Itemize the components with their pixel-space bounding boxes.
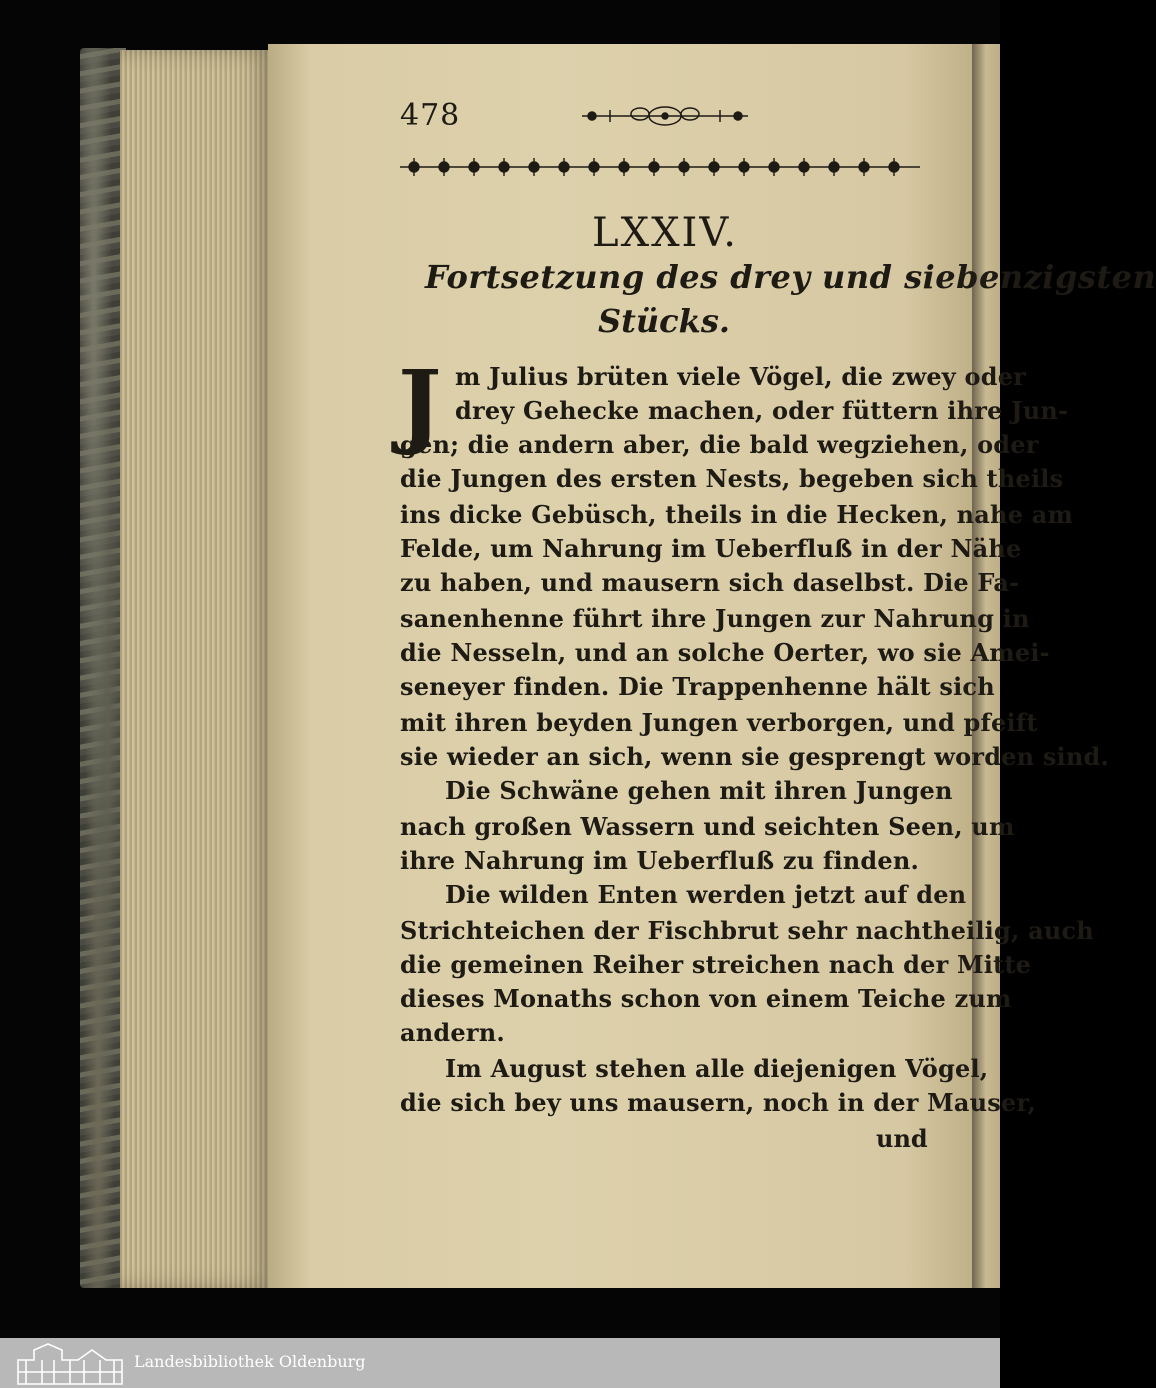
text-line: Die wilden Enten werden jetzt auf den: [445, 880, 967, 909]
text-line: m Julius brüten viele Vögel, die zwey oder: [455, 362, 1027, 391]
text-line: sie wieder an sich, wenn sie gesprengt worden sind.: [400, 742, 1110, 771]
text-line: nach großen Wassern und seichten Seen, um: [400, 812, 1015, 841]
chapter-title-line-2: Stücks.: [598, 302, 730, 340]
rule-ornament-icon: [400, 155, 920, 179]
head-ornament-icon: [580, 102, 750, 130]
text-line: dieses Monaths schon von einem Teiche zum: [400, 984, 1012, 1013]
text-line: drey Gehecke machen, oder füttern ihre Jun-: [455, 396, 1069, 425]
text-line: ihre Nahrung im Ueberfluß zu finden.: [400, 846, 920, 875]
text-line: Im August stehen alle diejenigen Vögel,: [445, 1054, 989, 1083]
text-line: die sich bey uns mausern, noch in der Mauser,: [400, 1088, 1037, 1117]
text-line: seneyer finden. Die Trappenhenne hält sich: [400, 672, 995, 701]
text-line: andern.: [400, 1018, 505, 1047]
chapter-number: LXXIV.: [592, 210, 738, 256]
library-building-icon[interactable]: [14, 1340, 126, 1386]
footer-bar: [0, 1338, 1000, 1388]
text-line: sanenhenne führt ihre Jungen zur Nahrung in: [400, 604, 1030, 633]
text-line: zu haben, und mausern sich daselbst. Die Fa-: [400, 568, 1020, 597]
text-line: die Jungen des ersten Nests, begeben sich theils: [400, 464, 1064, 493]
catchword: und: [876, 1124, 928, 1153]
text-line: Strichteichen der Fischbrut sehr nachtheilig, auch: [400, 916, 1094, 945]
page-number: 478: [400, 98, 461, 133]
text-line: Felde, um Nahrung im Ueberfluß in der Nähe: [400, 534, 1022, 563]
text-line: mit ihren beyden Jungen verborgen, und pfeift: [400, 708, 1038, 737]
text-line: Die Schwäne gehen mit ihren Jungen: [445, 776, 953, 805]
text-line: die gemeinen Reiher streichen nach der Mitte: [400, 950, 1032, 979]
drop-cap: J: [398, 350, 442, 458]
text-line: ins dicke Gebüsch, theils in die Hecken, nahe am: [400, 500, 1074, 529]
chapter-title-line-1: Fortsetzung des drey und siebenzigsten: [425, 258, 1156, 296]
text-line: die Nesseln, und an solche Oerter, wo sie Amei-: [400, 638, 1050, 667]
text-line: gen; die andern aber, die bald wegziehen, oder: [400, 430, 1039, 459]
footer-library-name[interactable]: Landesbibliothek Oldenburg: [134, 1352, 366, 1371]
